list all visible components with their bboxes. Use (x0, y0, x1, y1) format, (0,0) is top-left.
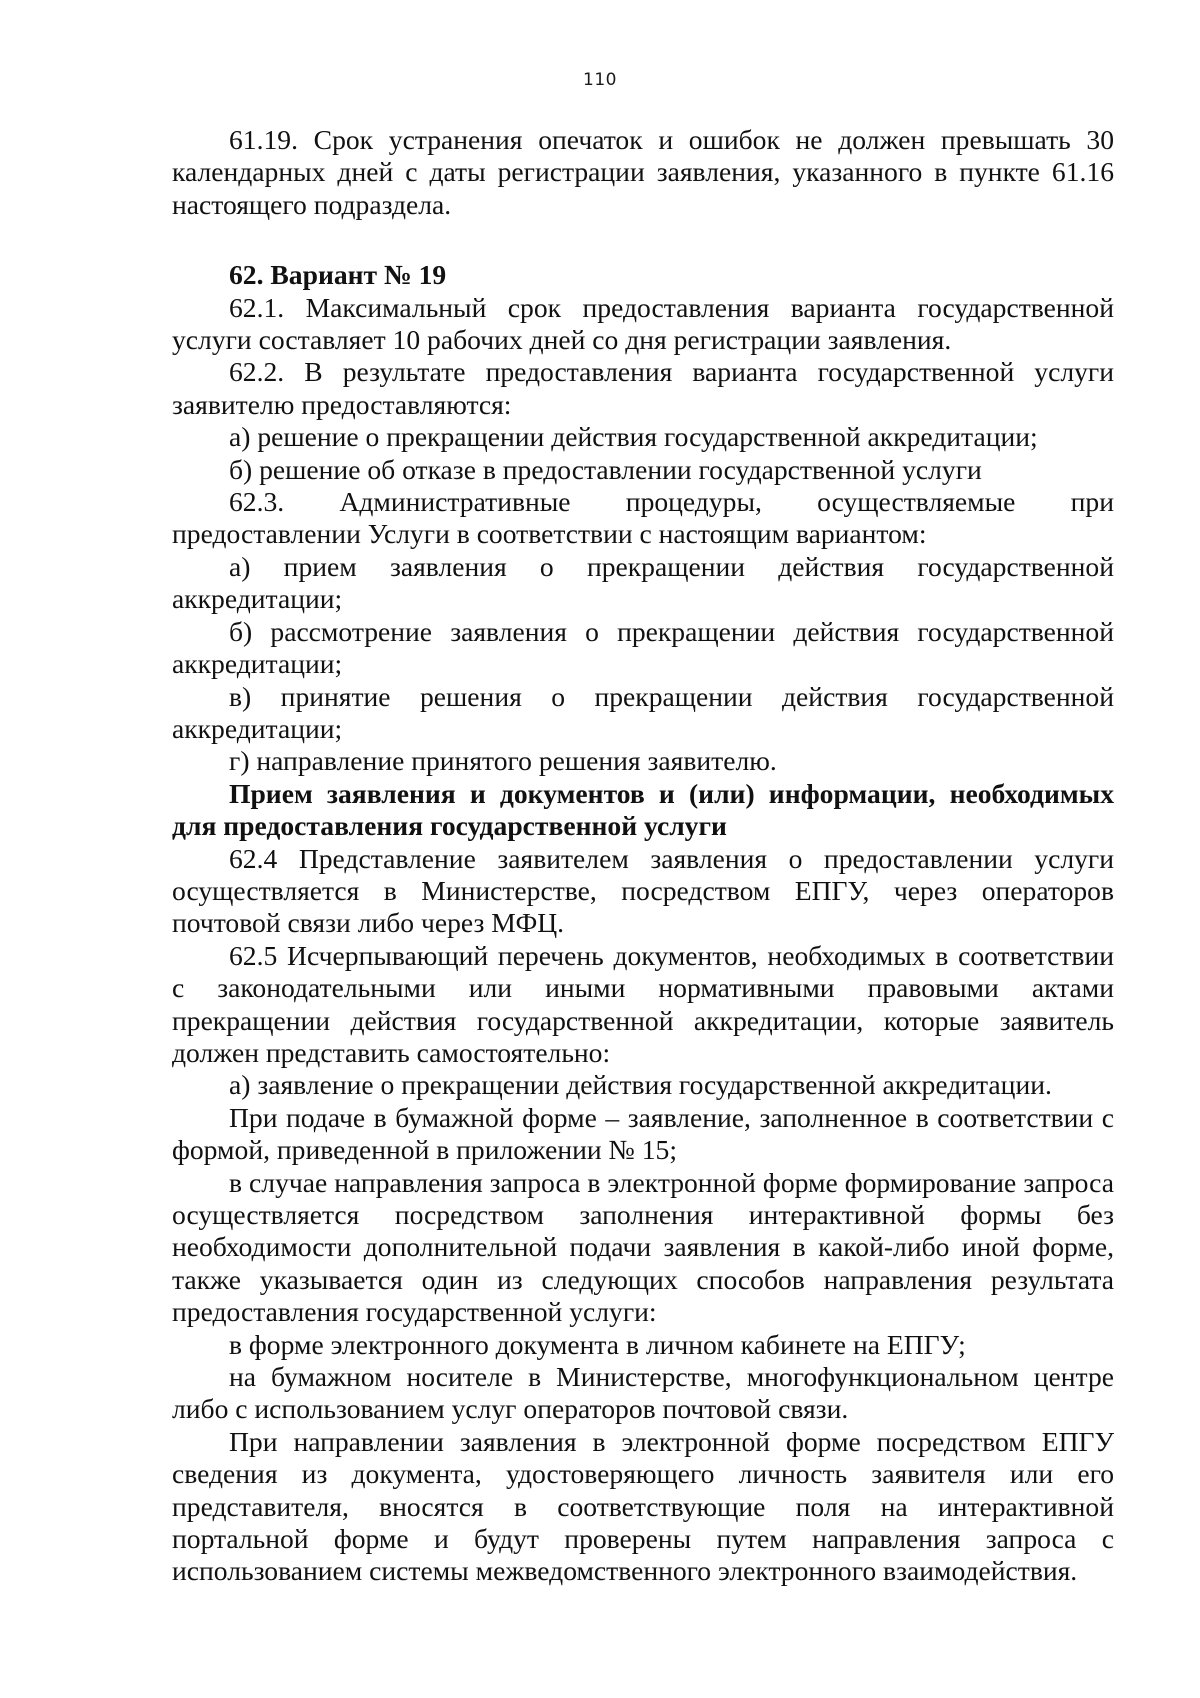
paragraph-62-1: 62.1. Максимальный срок предоставления варианта государственной услуги составляет 10 рабочих дней со дня регистрации заявления. (172, 291, 1114, 356)
page-number: 110 (583, 70, 617, 90)
paragraph-62-3: 62.3. Административные процедуры, осуществляемые при предоставлении Услуги в соответствии с настоящим вариантом: (172, 486, 1114, 550)
paragraph-spacer (172, 221, 1114, 259)
list-item-procedure-b: б) рассмотрение заявления о прекращении действия государственной аккредитации; (172, 615, 1114, 680)
section-heading-variant-19: 62. Вариант № 19 (229, 259, 447, 291)
paragraph-62-5: 62.5 Исчерпывающий перечень документов, необходимых в соответствии с законодательными или иными нормативными правовыми актами прекращении действия государственной аккредитации, которые заявитель должен представить самостоятельно: (172, 939, 1114, 1068)
paragraph-epgu-identity: При направлении заявления в электронной форме посредством ЕПГУ сведения из документа, удостоверяющего личность заявителя или его представителя, вносятся в соответствующие поля на интерактивной портальной форме и будут проверены путем направления запроса с использованием системы межведомственного электронного взаимодействия. (172, 1425, 1114, 1587)
paragraph-paper-form: При подаче в бумажной форме – заявление, заполненное в соответствии с формой, приведенной в приложении № 15; (172, 1101, 1114, 1166)
subsection-heading-application: Прием заявления и документов и (или) информации, необходимых для предоставления государственной услуги (172, 777, 1114, 842)
paragraph-62-4: 62.4 Представление заявителем заявления о предоставлении услуги осуществляется в Министерстве, посредством ЕПГУ, через операторов почтовой связи либо через МФЦ. (172, 842, 1114, 939)
paragraph-electronic-request: в случае направления запроса в электронной форме формирование запроса осуществляется посредством заполнения интерактивной формы без необходимости дополнительной подачи заявления в какой-либо иной форме, также указывается один из следующих способов направления результата предоставления государственной услуги: (172, 1166, 1114, 1328)
document-body (172, 124, 1114, 1588)
list-item-procedure-c: в) принятие решения о прекращении действия государственной аккредитации; (172, 680, 1114, 744)
list-item-result-b: б) решение об отказе в предоставлении государственной услуги (229, 453, 982, 485)
paragraph-paper-medium: на бумажном носителе в Министерстве, многофункциональном центре либо с использованием услуг операторов почтовой связи. (172, 1361, 1114, 1425)
list-item-document-a: а) заявление о прекращении действия государственной аккредитации. (229, 1069, 1052, 1101)
paragraph-electronic-document: в форме электронного документа в личном кабинете на ЕПГУ; (229, 1328, 966, 1360)
paragraph-61-19: 61.19. Срок устранения опечаток и ошибок не должен превышать 30 календарных дней с даты регистрации заявления, указанного в пункте 61.16 настоящего подраздела. (172, 124, 1114, 220)
list-item-result-a: а) решение о прекращении действия государственной аккредитации; (229, 421, 1038, 453)
list-item-procedure-d: г) направление принятого решения заявителю. (229, 745, 777, 777)
list-item-procedure-a: а) прием заявления о прекращении действия государственной аккредитации; (172, 550, 1114, 615)
paragraph-62-2: 62.2. В результате предоставления варианта государственной услуги заявителю предоставляются: (172, 356, 1114, 420)
